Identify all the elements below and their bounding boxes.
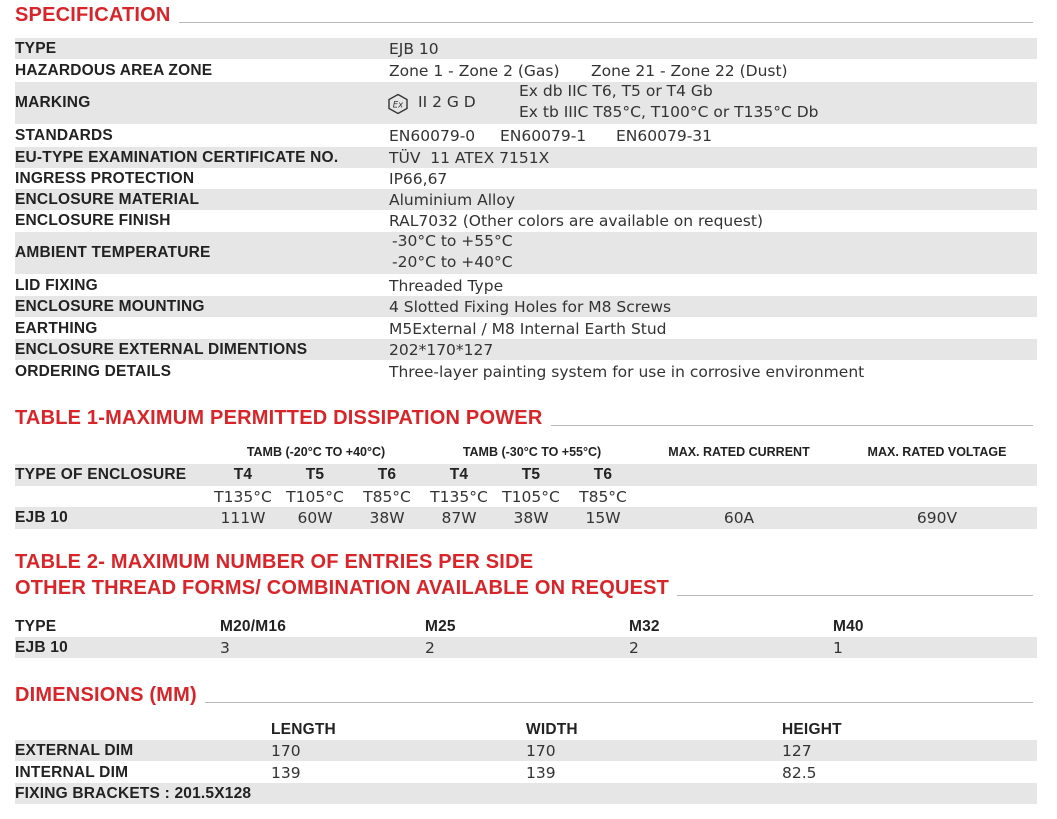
heading-rule <box>179 22 1033 23</box>
table2-title-2: OTHER THREAD FORMS/ COMBINATION AVAILABLE ON REQUEST <box>15 577 670 599</box>
spec-label: STANDARDS <box>15 126 113 144</box>
spec-row-lid-fixing <box>15 275 1037 296</box>
spec-value: TÜV 11 ATEX 7151X <box>389 148 550 167</box>
dimensions-col-header: LENGTH <box>271 720 336 738</box>
spec-value: IP66,67 <box>389 169 448 188</box>
spec-value-gas: Zone 1 - Zone 2 (Gas) <box>389 61 560 80</box>
spec-row-type <box>15 38 1037 59</box>
spec-row-standards <box>15 125 1037 146</box>
svg-text:Ex: Ex <box>392 100 404 111</box>
rated-current-value: 60A <box>723 509 755 527</box>
heading-rule <box>205 702 1033 703</box>
temp-header: T85°C <box>363 487 411 506</box>
temp-range-2: -20°C to +40°C <box>392 253 513 271</box>
spec-label: ENCLOSURE FINISH <box>15 211 171 229</box>
spec-label: HAZARDOUS AREA ZONE <box>15 61 213 79</box>
dimensions-row-external <box>15 740 1037 761</box>
spec-value-dust: Zone 21 - Zone 22 (Dust) <box>591 61 788 80</box>
spec-label: ORDERING DETAILS <box>15 362 172 380</box>
table2-col-header: M20/M16 <box>220 617 287 635</box>
max-voltage-header: MAX. RATED VOLTAGE <box>867 445 1007 459</box>
spec-label: AMBIENT TEMPERATURE <box>15 244 211 261</box>
spec-row-ingress <box>15 168 1037 189</box>
table2-cell: EJB 10 <box>15 638 68 656</box>
table2-col-header: M25 <box>425 617 456 635</box>
spec-row-ordering <box>15 361 1037 382</box>
spec-row-external-dimentions <box>15 339 1037 360</box>
temp-header: T85°C <box>579 487 627 506</box>
table1-class-row <box>15 464 1037 486</box>
spec-row-hazardous-zone <box>15 60 1037 81</box>
table2-data-row <box>15 637 1037 658</box>
spec-label: MARKING <box>15 94 91 111</box>
power-value: 87W <box>441 509 477 527</box>
standard-3: EN60079-31 <box>616 126 713 145</box>
table2-cell: 1 <box>833 638 843 657</box>
spec-value: Threaded Type <box>389 276 504 295</box>
power-value: 111W <box>220 509 266 527</box>
fixing-brackets-row <box>15 783 1037 804</box>
table1-data-row <box>15 507 1037 529</box>
dimensions-row-internal <box>15 762 1037 783</box>
spec-label: INGRESS PROTECTION <box>15 169 195 187</box>
dimensions-col-header: HEIGHT <box>782 720 842 738</box>
dimensions-col-header: WIDTH <box>526 720 578 738</box>
spec-label: LID FIXING <box>15 276 98 294</box>
dimensions-heading <box>15 684 1033 707</box>
table2-header-row <box>15 616 1037 637</box>
table2-col-header: M32 <box>629 617 660 635</box>
spec-row-ambient-temp <box>15 232 1037 274</box>
dimensions-row-label: EXTERNAL DIM <box>15 741 134 759</box>
table1-title: TABLE 1-MAXIMUM PERMITTED DISSIPATION POWER <box>15 407 543 429</box>
spec-value: Aluminium Alloy <box>389 190 515 209</box>
temp-header: T105°C <box>286 487 344 506</box>
spec-row-earthing <box>15 318 1037 339</box>
spec-row-material <box>15 189 1037 210</box>
class-header: T5 <box>521 466 541 483</box>
spec-value: RAL7032 (Other colors are available on request) <box>389 211 763 230</box>
spec-value: M5External / M8 Internal Earth Stud <box>389 319 667 338</box>
heading-rule <box>677 595 1033 596</box>
spec-row-certificate <box>15 147 1037 168</box>
spec-label: EU-TYPE EXAMINATION CERTIFICATE NO. <box>15 148 339 166</box>
class-header: T6 <box>593 466 613 483</box>
table2-heading <box>15 577 1033 600</box>
spec-value: Three-layer painting system for use in corrosive environment <box>389 362 865 381</box>
class-header: T4 <box>233 466 253 483</box>
dimension-value: 139 <box>271 763 301 782</box>
dimension-value: 82.5 <box>782 763 817 782</box>
dimension-value: 170 <box>526 741 556 760</box>
type-of-enclosure-label: TYPE OF ENCLOSURE <box>15 466 187 483</box>
power-value: 60W <box>297 509 333 527</box>
specification-title: SPECIFICATION <box>15 4 171 26</box>
spec-label: EARTHING <box>15 319 98 337</box>
tamb-group-a: TAMB (-20°C TO +40°C) <box>246 445 386 459</box>
marking-ex-text: II 2 G D <box>418 93 476 111</box>
spec-value: EJB 10 <box>389 39 439 58</box>
heading-rule <box>551 425 1034 426</box>
spec-row-mounting <box>15 296 1037 317</box>
table2-cell: 2 <box>629 638 639 657</box>
temp-range-1: -30°C to +55°C <box>392 232 513 250</box>
power-value: 15W <box>585 509 621 527</box>
spec-value: 4 Slotted Fixing Holes for M8 Screws <box>389 297 672 316</box>
spec-label: ENCLOSURE MATERIAL <box>15 190 200 208</box>
tamb-group-b: TAMB (-30°C TO +55°C) <box>462 445 602 459</box>
spec-row-marking <box>15 82 1037 124</box>
table2-title-1-wrap <box>15 551 533 574</box>
dimensions-row-label: INTERNAL DIM <box>15 763 129 781</box>
table2-title-1: TABLE 2- MAXIMUM NUMBER OF ENTRIES PER SIDE <box>15 551 534 573</box>
marking-line-1: Ex db IIC T6, T5 or T4 Gb <box>519 82 713 100</box>
table2-cell: 3 <box>220 638 230 657</box>
spec-label: TYPE <box>15 39 57 57</box>
spec-value: 202*170*127 <box>389 340 494 359</box>
fixing-brackets: FIXING BRACKETS : 201.5X128 <box>15 784 252 802</box>
power-value: 38W <box>513 509 549 527</box>
specification-heading <box>15 4 1033 27</box>
marking-line-2: Ex tb IIIC T85°C, T100°C or T135°C Db <box>519 103 819 121</box>
spec-row-finish <box>15 210 1037 231</box>
power-value: 38W <box>369 509 405 527</box>
ex-hexagon-icon <box>387 93 409 119</box>
table2-cell: 2 <box>425 638 435 657</box>
standard-1: EN60079-0 <box>389 126 476 145</box>
spec-label: ENCLOSURE MOUNTING <box>15 297 205 315</box>
dimensions-title: DIMENSIONS (MM) <box>15 684 197 706</box>
rated-voltage-value: 690V <box>916 509 958 527</box>
spec-label: ENCLOSURE EXTERNAL DIMENTIONS <box>15 340 308 358</box>
max-current-header: MAX. RATED CURRENT <box>668 445 810 459</box>
standard-2: EN60079-1 <box>500 126 587 145</box>
class-header: T4 <box>449 466 469 483</box>
enclosure-type: EJB 10 <box>15 509 68 526</box>
table2-col-header: M40 <box>833 617 864 635</box>
table1-heading <box>15 407 1033 430</box>
table2-col-header: TYPE <box>15 617 57 635</box>
dimension-value: 139 <box>526 763 556 782</box>
class-header: T5 <box>305 466 325 483</box>
temp-header: T135°C <box>214 487 272 506</box>
dimension-value: 170 <box>271 741 301 760</box>
class-header: T6 <box>377 466 397 483</box>
temp-header: T105°C <box>502 487 560 506</box>
dimensions-header-row <box>15 719 1037 740</box>
temp-header: T135°C <box>430 487 488 506</box>
dimension-value: 127 <box>782 741 812 760</box>
table1-temp-row <box>15 486 1037 507</box>
